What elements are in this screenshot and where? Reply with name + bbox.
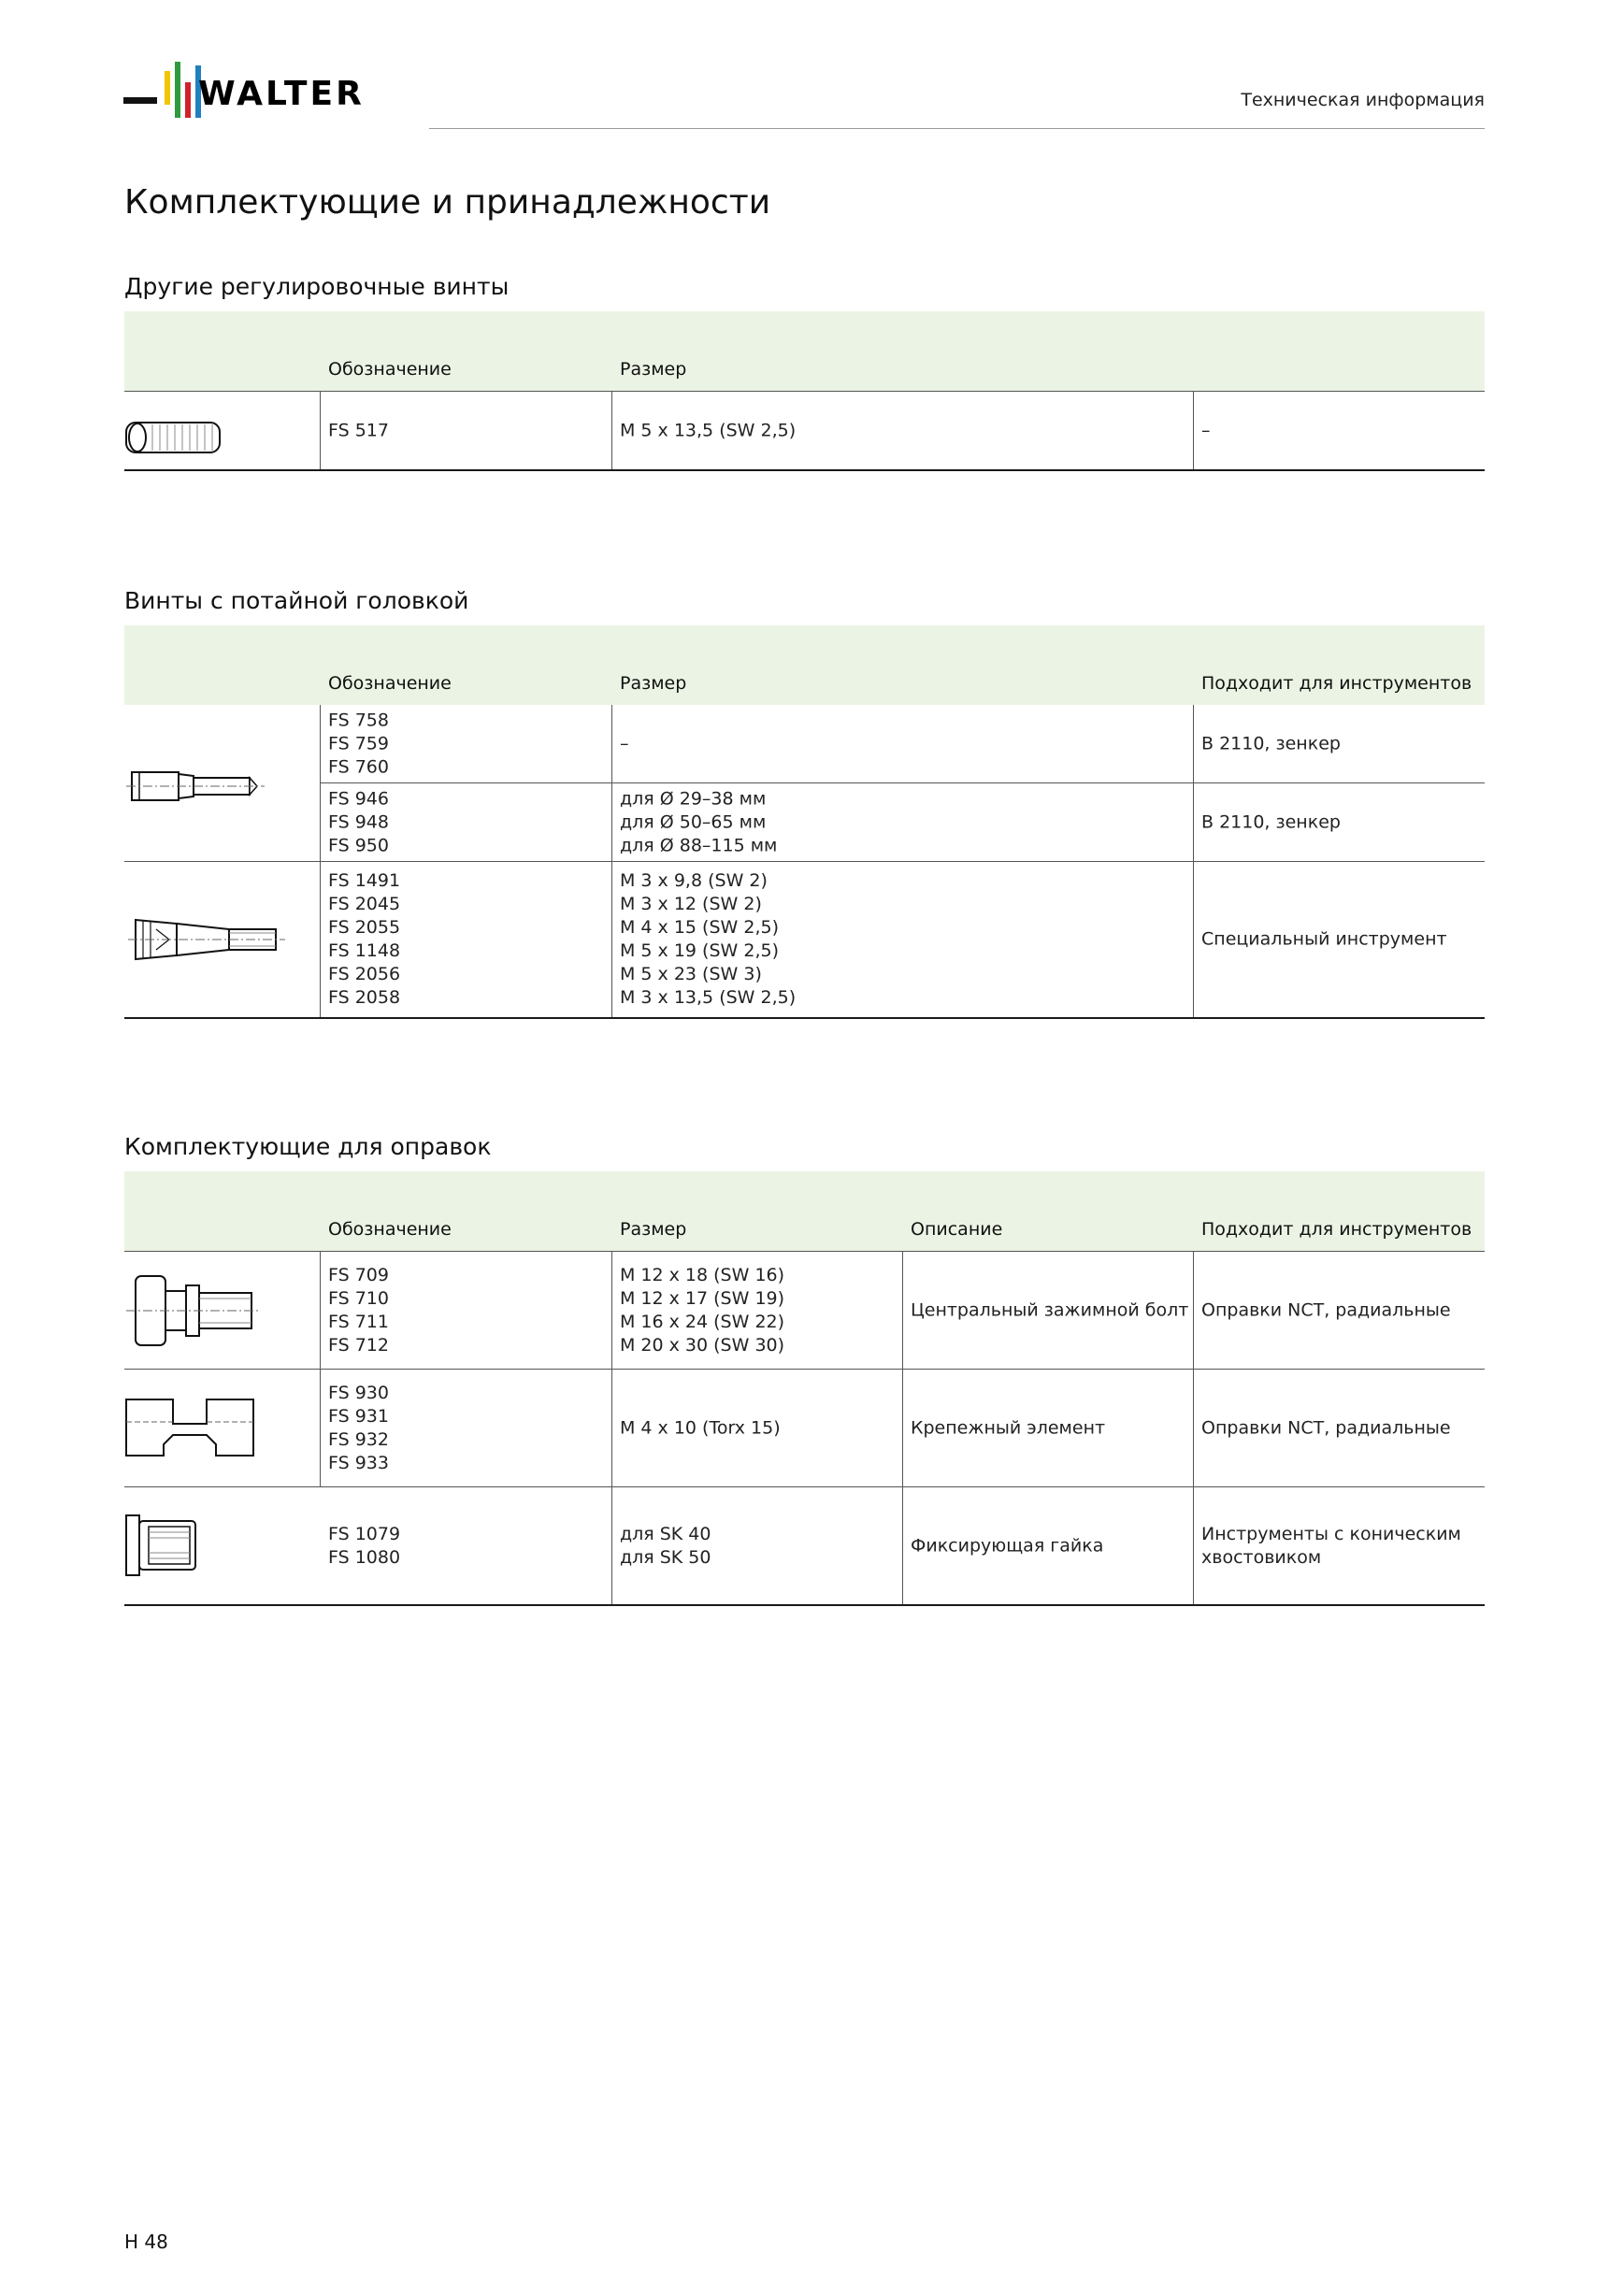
header-size: Размер [620, 1219, 687, 1240]
cell-designation: FS 758 FS 759 FS 760 [328, 710, 389, 777]
table-row [124, 1486, 1485, 1604]
cell-size: M 4 x 10 (Torx 15) [620, 1417, 781, 1438]
table-row [124, 1251, 1485, 1369]
table-adjusting-screws [124, 311, 1485, 471]
cell-size: M 3 x 9,8 (SW 2) M 3 x 12 (SW 2) M 4 x 15 (SW 2,5) M 5 x 19 (SW 2,5) M 5 x 23 (SW 3) M 3 x 13,5 (SW 2,5) [620, 870, 797, 1008]
header-designation: Обозначение [328, 359, 452, 380]
table-header [124, 625, 1485, 705]
cell-size: – [620, 733, 629, 753]
cell-fits: – [1201, 420, 1211, 440]
header-designation: Обозначение [328, 1219, 452, 1240]
cell-designation: FS 1491 FS 2045 FS 2055 FS 1148 FS 2056 FS 2058 [328, 870, 401, 1008]
table-row [320, 705, 1485, 782]
cell-description: Крепежный элемент [911, 1417, 1106, 1438]
section-title-countersunk-screws: Винты с потайной головкой [124, 587, 469, 614]
table-row [124, 1369, 1485, 1486]
cell-designation: FS 930 FS 931 FS 932 FS 933 [328, 1382, 389, 1473]
cell-description: Фиксирующая гайка [911, 1535, 1104, 1556]
header-fits: Подходит для инструментов [1201, 673, 1472, 694]
header-section-title: Техническая информация [1241, 90, 1485, 110]
walter-logo [123, 58, 404, 133]
cell-size: M 5 x 13,5 (SW 2,5) [620, 420, 797, 440]
row-group [124, 705, 1485, 861]
header-size: Размер [620, 673, 687, 694]
cell-designation: FS 709 FS 710 FS 711 FS 712 [328, 1264, 389, 1356]
cell-fits: Оправки NCT, радиальные [1201, 1417, 1451, 1438]
cell-designation: FS 517 [328, 420, 389, 440]
section-title-adjusting-screws: Другие регулировочные винты [124, 273, 510, 300]
cell-fits: B 2110, зенкер [1201, 811, 1341, 832]
tapered-screw-drawing-icon [124, 862, 320, 1017]
cell-fits: Специальный инструмент [1201, 928, 1447, 950]
cell-description: Центральный зажимной болт [911, 1299, 1189, 1320]
page-title: Комплектующие и принадлежности [124, 183, 771, 222]
fastening-element-drawing-icon [124, 1370, 320, 1486]
cell-size: M 12 x 18 (SW 16) M 12 x 17 (SW 19) M 16 x 24 (SW 22) M 20 x 30 (SW 30) [620, 1264, 785, 1356]
table-countersunk-screws [124, 625, 1485, 1019]
header-fits: Подходит для инструментов [1201, 1219, 1472, 1240]
table-header [124, 1171, 1485, 1251]
table-arbor-accessories [124, 1171, 1485, 1606]
header-description: Описание [911, 1219, 1003, 1240]
cell-designation: FS 1079 FS 1080 [328, 1523, 401, 1568]
section-title-arbor-accessories: Комплектующие для оправок [124, 1133, 492, 1160]
table-row [124, 861, 1485, 1017]
cell-size: для Ø 29–38 мм для Ø 50–65 мм для Ø 88–115 мм [620, 788, 778, 855]
header-size: Размер [620, 359, 687, 380]
clamping-bolt-drawing-icon [124, 1252, 320, 1369]
table-row [320, 782, 1485, 861]
cell-designation: FS 946 FS 948 FS 950 [328, 788, 389, 855]
page-number: H 48 [124, 2231, 168, 2253]
locking-nut-drawing-icon [124, 1487, 320, 1604]
header-divider [429, 128, 1485, 129]
setscrew-drawing-icon [124, 392, 320, 469]
header-designation: Обозначение [328, 673, 452, 694]
cell-fits: B 2110, зенкер [1201, 733, 1341, 753]
table-row [124, 391, 1485, 469]
logo-wordmark: WALTER [198, 75, 365, 113]
cell-fits: Инструменты с коническим хвостовиком [1201, 1523, 1461, 1568]
countersunk-screw-drawing-icon [124, 705, 320, 862]
cell-fits: Оправки NCT, радиальные [1201, 1299, 1451, 1320]
table-header [124, 311, 1485, 391]
cell-size: для SK 40 для SK 50 [620, 1523, 711, 1568]
